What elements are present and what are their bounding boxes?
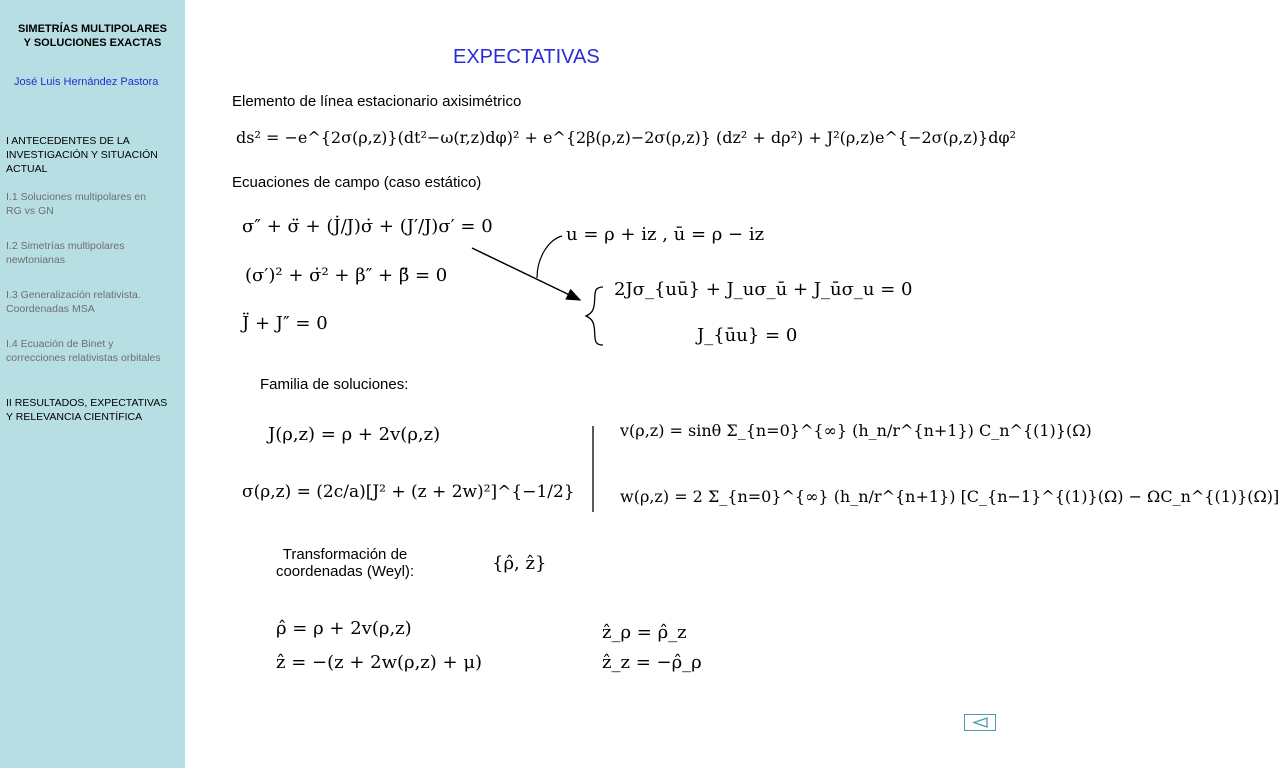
sidebar-item-label: Y RELEVANCIA CIENTÍFICA — [6, 411, 143, 423]
sidebar-item-label: RG vs GN — [6, 205, 54, 217]
line-element-equation: ds² = −e^{2σ(ρ,z)}(dt²−ω(r,z)dφ)² + e^{2β(ρ,z)−2σ(ρ,z)} (dz² + dρ²) + J²(ρ,z)e^{−2σ(ρ,z)}dφ² — [236, 128, 1017, 147]
complex-field-equation-2: J_{ūu} = 0 — [697, 325, 798, 346]
sidebar-item-label: ACTUAL — [6, 163, 48, 175]
sidebar-item-label: I.3 Generalización relativista. — [6, 289, 141, 301]
sidebar-item-label: I.2 Simetrías multipolares — [6, 240, 125, 252]
complex-field-equation-1: 2Jσ_{uū} + J_uσ_ū + J_ūσ_u = 0 — [614, 279, 913, 300]
sidebar-item-label: I ANTECEDENTES DE LA — [6, 135, 130, 147]
solution-w: w(ρ,z) = 2 Σ_{n=0}^{∞} (h_n/r^{n+1}) [C_{n−1}^{(1)}(Ω) − ΩC_n^{(1)}(Ω)] — [620, 487, 1279, 506]
sidebar-item-label: newtonianas — [6, 254, 65, 266]
line-element-label: Elemento de línea estacionario axisimétrico — [232, 93, 522, 110]
presentation-title-line-2: Y SOLUCIONES EXACTAS — [23, 37, 162, 49]
cauchy-riemann-2: ẑ_z = −ρ̂_ρ — [602, 652, 702, 673]
weyl-label-line-1: Transformación de — [282, 546, 408, 563]
weyl-label-line-2: coordenadas (Weyl): — [275, 563, 415, 580]
sidebar-item-label: correcciones relativistas orbitales — [6, 352, 161, 364]
curved-connector — [537, 236, 562, 278]
transform-arrow — [472, 248, 580, 300]
weyl-rho-hat: ρ̂ = ρ + 2v(ρ,z) — [276, 618, 412, 639]
sidebar-item-label: Coordenadas MSA — [6, 303, 95, 315]
field-equation-3: J̈ + J″ = 0 — [242, 313, 328, 334]
slide-title: EXPECTATIVAS — [453, 46, 600, 68]
back-triangle-icon — [972, 717, 988, 728]
sidebar-item-label: I.4 Ecuación de Binet y — [6, 338, 114, 350]
complex-coordinates: u = ρ + iz , ū = ρ − iz — [566, 224, 765, 245]
sidebar-item-label: II RESULTADOS, EXPECTATIVAS — [6, 397, 168, 409]
weyl-coordinate-set: {ρ̂, ẑ} — [492, 553, 547, 574]
back-button[interactable] — [964, 714, 996, 731]
presentation-title-line-1: SIMETRÍAS MULTIPOLARES — [18, 23, 167, 35]
field-equation-1: σ″ + σ̈ + (J̇/J)σ̇ + (J′/J)σ′ = 0 — [242, 216, 493, 237]
author-name: José Luis Hernández Pastora — [14, 76, 159, 88]
weyl-z-hat: ẑ = −(z + 2w(ρ,z) + μ) — [276, 652, 483, 673]
field-equation-2: (σ′)² + σ̇² + β″ + β̈ = 0 — [245, 265, 448, 286]
field-equations-label: Ecuaciones de campo (caso estático) — [232, 174, 482, 191]
solution-J: J(ρ,z) = ρ + 2v(ρ,z) — [268, 424, 441, 445]
family-of-solutions-label: Familia de soluciones: — [260, 376, 409, 393]
solution-sigma: σ(ρ,z) = (2c/a)[J² + (z + 2w)²]^{−1/2} — [242, 482, 575, 502]
sidebar-item-label: INVESTIGACIÓN Y SITUACIÓN — [6, 149, 158, 161]
solution-v: v(ρ,z) = sinθ Σ_{n=0}^{∞} (h_n/r^{n+1}) C_n^{(1)}(Ω) — [620, 421, 1092, 440]
system-brace — [586, 287, 603, 345]
cauchy-riemann-1: ẑ_ρ = ρ̂_z — [602, 622, 687, 643]
sidebar-item-label: I.1 Soluciones multipolares en — [6, 191, 147, 203]
